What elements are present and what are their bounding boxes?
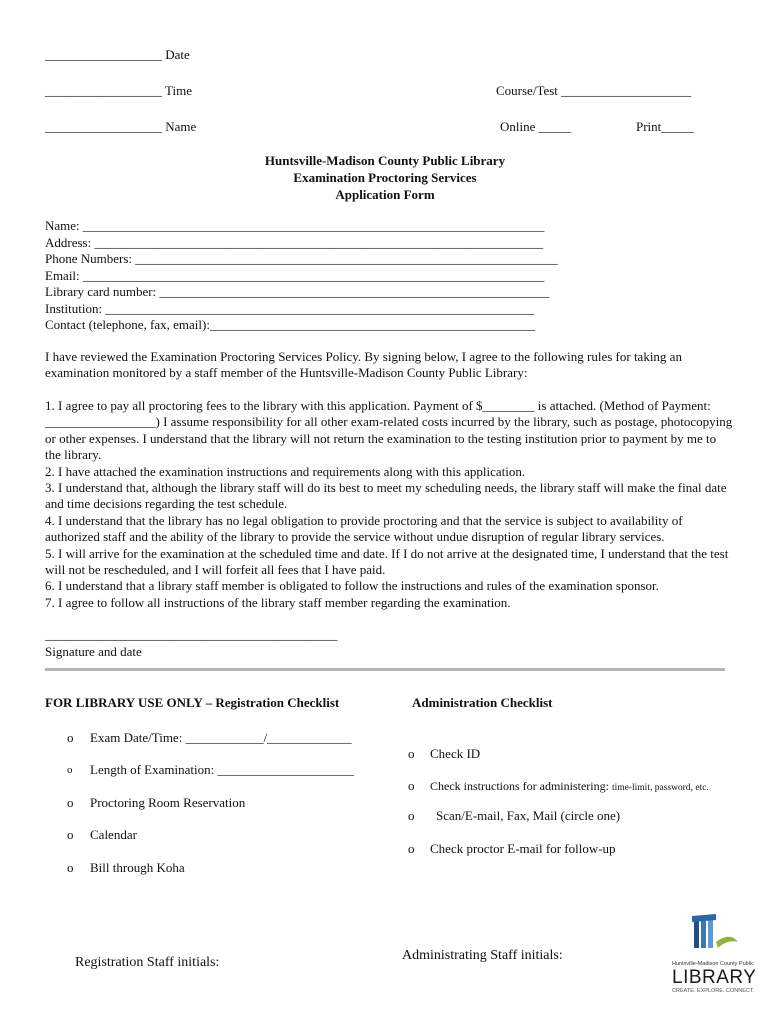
logo-top-text: Huntsville-Madison County Public — [672, 961, 754, 967]
registration-staff-initials[interactable]: Registration Staff initials: — [75, 955, 220, 970]
check-instructions-text: Check instructions for administering: — [430, 779, 612, 793]
exam-date-time-item: Exam Date/Time: ____________/_____________ — [90, 730, 352, 745]
institution-field[interactable]: Institution: __________________________________________________________________ — [45, 300, 535, 316]
phone-field[interactable]: Phone Numbers: _________________________________________________________________ — [45, 251, 558, 266]
time-line[interactable]: __________________ Time — [45, 83, 192, 98]
address-field[interactable]: Address: _____________________________________________________________________ — [45, 234, 543, 250]
rules-list — [45, 398, 735, 611]
form-title — [0, 152, 770, 203]
email-field[interactable]: Email: _______________________________________________________________________ — [45, 267, 545, 283]
intro-paragraph: I have reviewed the Examination Proctoring Services Policy. By signing below, I agree to the following rules for taking an examination monitored by a staff member of the Huntsville-Madison County Public Library: — [45, 349, 682, 381]
registration-heading: FOR LIBRARY USE ONLY – Registration Checklist — [45, 695, 340, 710]
signature-line[interactable]: _____________________________________________ — [45, 627, 338, 642]
checkbox-bullet[interactable]: o — [67, 827, 74, 842]
logo-tagline: CREATE. EXPLORE. CONNECT. — [672, 988, 755, 994]
administrating-staff-initials[interactable]: Administrating Staff initials: — [402, 948, 563, 963]
checkbox-bullet[interactable]: o — [67, 795, 74, 810]
logo-book-spine — [694, 918, 699, 948]
room-reservation-item: Proctoring Room Reservation — [90, 795, 246, 810]
title-form: Application Form — [335, 187, 435, 202]
rule-item: 5. I will arrive for the examination at the scheduled time and date. If I do not arrive at the designated time, I understand that the test will not be rescheduled, and I will forfeit all fees that I have paid. — [45, 545, 729, 578]
logo-leaf — [716, 937, 738, 948]
logo-name: LIBRARY — [672, 967, 757, 988]
signature-label: Signature and date — [45, 644, 142, 659]
name-field[interactable]: Name: _______________________________________________________________________ — [45, 218, 545, 233]
date-line[interactable]: __________________ Date — [45, 47, 190, 62]
rule-item: 1. I agree to pay all proctoring fees to the library with this application. Payment of $________ is attached. (Method of Payment: _________________) I assume responsibility for all other exam-related costs incurred by the library, such as postage, photocopying or other expenses. I understand that the library will not return the examination to the testing institution prior to payment by me to the library. — [45, 398, 733, 463]
print-line[interactable]: Print_____ — [636, 119, 694, 134]
contact-field[interactable]: Contact (telephone, fax, email):__________________________________________________ — [45, 317, 535, 332]
check-id-item: Check ID — [430, 746, 481, 761]
title-service: Examination Proctoring Services — [293, 170, 477, 185]
bill-koha-item: Bill through Koha — [90, 860, 185, 875]
calendar-item: Calendar — [90, 827, 137, 842]
library-card-field[interactable]: Library card number: ____________________________________________________________ — [45, 284, 550, 299]
rule-item: 3. I understand that, although the library staff will do its best to meet my scheduling needs, the library staff will make the final date and time decisions regarding the test schedule. — [45, 480, 727, 512]
exam-length-item: Length of Examination: _____________________ — [90, 762, 354, 777]
checkbox-bullet[interactable]: o — [67, 764, 73, 776]
check-instructions-note: time-limit, password, etc. — [611, 783, 709, 793]
rule-item: 7. I agree to follow all instructions of the library staff member regarding the examination. — [45, 594, 511, 610]
course-test-line[interactable]: Course/Test ____________________ — [496, 83, 692, 98]
checkbox-bullet[interactable]: o — [408, 841, 415, 856]
logo-book-spine — [708, 919, 713, 948]
checkbox-bullet[interactable]: o — [408, 778, 415, 793]
checkbox-bullet[interactable]: o — [408, 808, 415, 823]
online-line[interactable]: Online _____ — [500, 119, 572, 134]
title-library: Huntsville-Madison County Public Library — [264, 153, 506, 168]
checkbox-bullet[interactable]: o — [408, 746, 415, 761]
checkbox-bullet[interactable]: o — [67, 860, 74, 875]
checkbox-bullet[interactable]: o — [67, 730, 74, 745]
name-line[interactable]: __________________ Name — [45, 119, 197, 134]
check-instructions-item — [430, 778, 709, 796]
rule-item: 4. I understand that the library has no legal obligation to provide proctoring and that the service is subject to availability of authorized staff and the ability of the library to provide the service without undue disruption of regular library services. — [45, 512, 683, 545]
rule-item: 2. I have attached the examination instructions and requirements along with this application. — [45, 463, 526, 479]
rule-item: 6. I understand that a library staff member is obligated to follow the instructions and rules of the examination sponsor. — [45, 578, 659, 594]
administration-heading: Administration Checklist — [412, 695, 553, 710]
section-divider — [45, 668, 725, 671]
scan-email-item: Scan/E-mail, Fax, Mail (circle one) — [436, 808, 621, 823]
check-proctor-item: Check proctor E-mail for follow-up — [430, 841, 616, 856]
